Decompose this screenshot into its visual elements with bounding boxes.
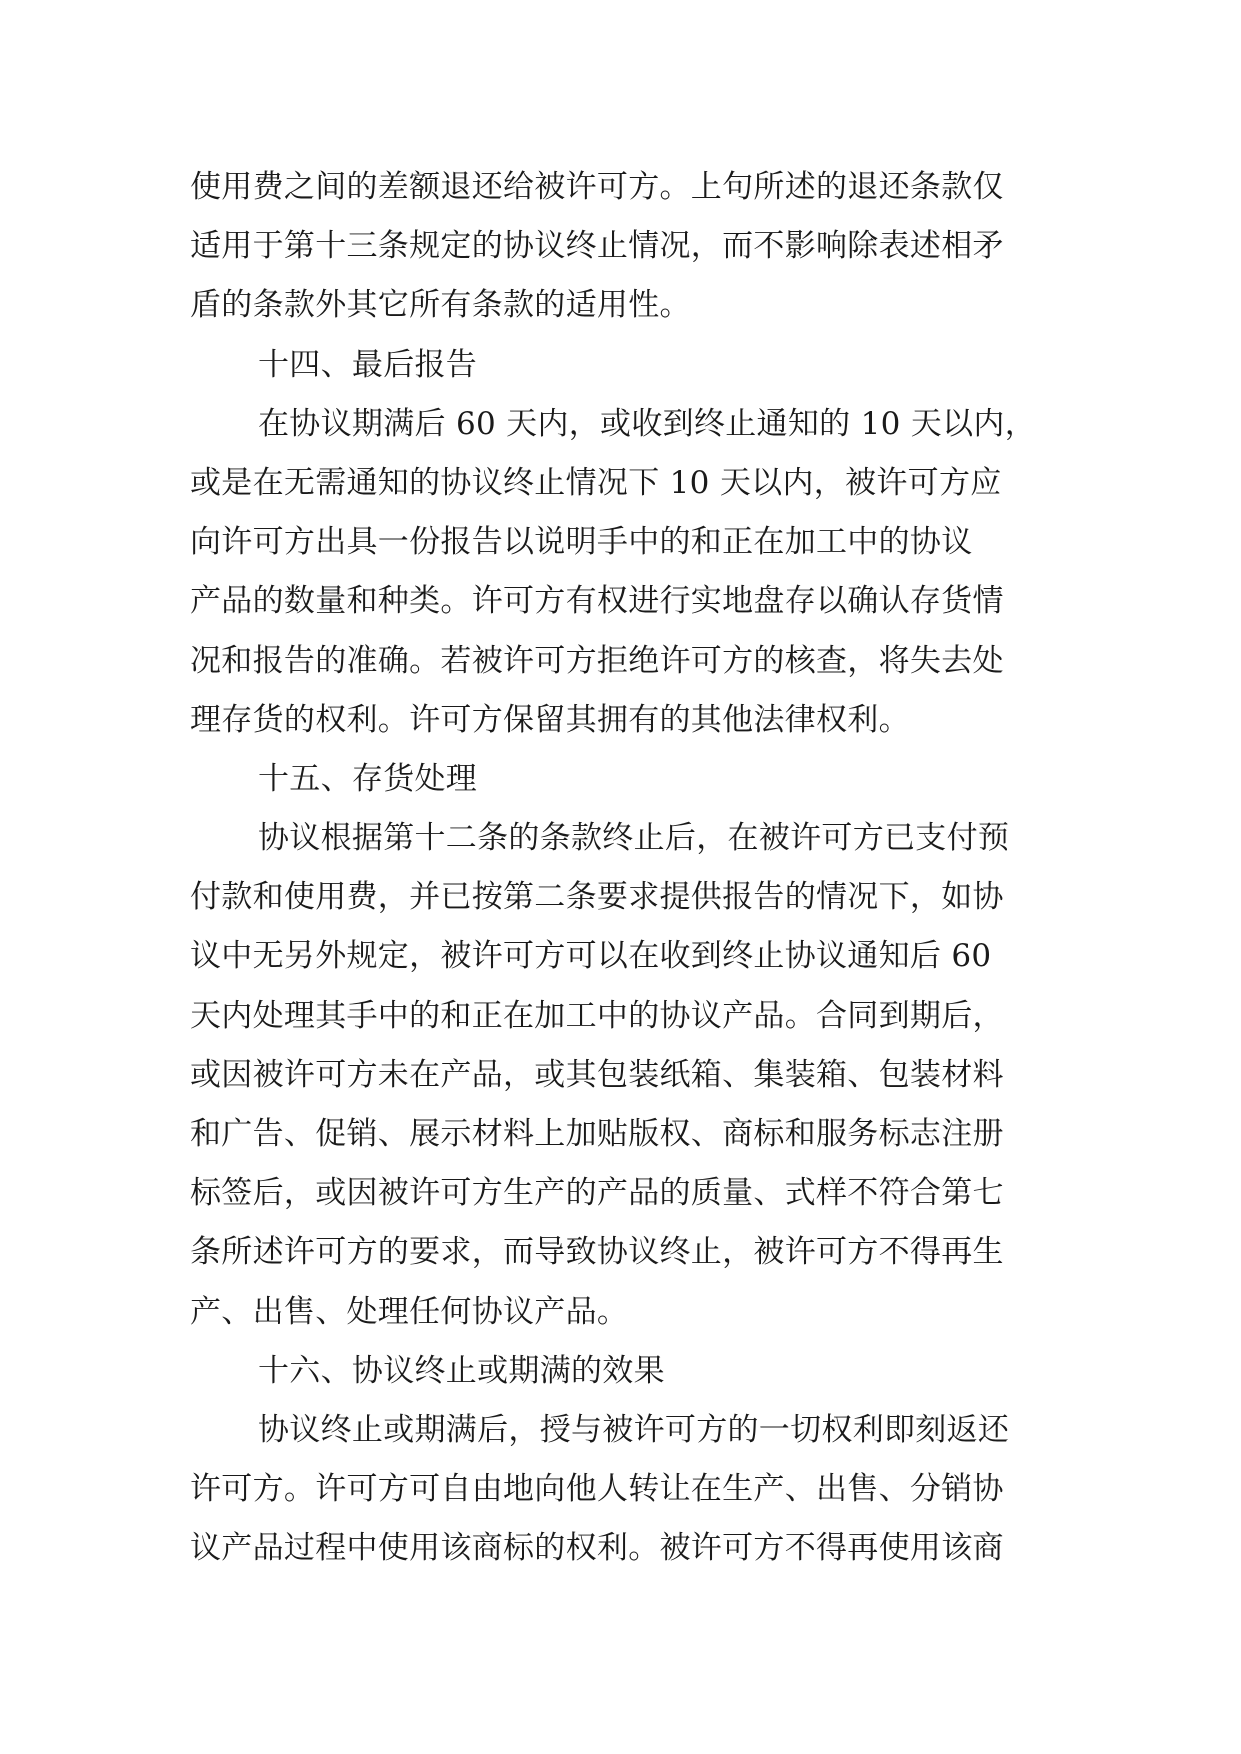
document-body bbox=[190, 158, 1060, 1579]
body-line: 使用费之间的差额退还给被许可方。上句所述的退还条款仅 bbox=[190, 169, 1004, 205]
body-line: 向许可方出具一份报告以说明手中的和正在加工中的协议 bbox=[190, 524, 973, 561]
body-line: 况和报告的准确。若被许可方拒绝许可方的核查，将失去处 bbox=[190, 642, 1004, 679]
body-line: 议中无另外规定，被许可方可以在收到终止协议通知后 60 bbox=[190, 938, 992, 975]
body-line: 产、出售、处理任何协议产品。 bbox=[190, 1293, 629, 1330]
body-line: 或因被许可方未在产品，或其包装纸箱、集装箱、包装材料 bbox=[190, 1056, 1004, 1093]
body-line: 标签后，或因被许可方生产的产品的质量、式样不符合第七 bbox=[190, 1175, 1004, 1212]
section-heading: 十五、存货处理 bbox=[258, 760, 478, 797]
body-line: 许可方。许可方可自由地向他人转让在生产、出售、分销协 bbox=[190, 1471, 1004, 1508]
paragraph-first-line: 协议终止或期满后，授与被许可方的一切权利即刻返还 bbox=[258, 1411, 1010, 1448]
body-line: 议产品过程中使用该商标的权利。被许可方不得再使用该商 bbox=[190, 1530, 1004, 1567]
paragraph-first-line: 在协议期满后 60 天内，或收到终止通知的 10 天以内， bbox=[258, 405, 1037, 442]
body-line: 理存货的权利。许可方保留其拥有的其他法律权利。 bbox=[190, 701, 910, 738]
body-line: 产品的数量和种类。许可方有权进行实地盘存以确认存货情 bbox=[190, 583, 1004, 620]
section-heading: 十四、最后报告 bbox=[258, 346, 478, 383]
body-line: 或是在无需通知的协议终止情况下 10 天以内，被许可方应 bbox=[190, 464, 1002, 501]
body-line: 付款和使用费，并已按第二条要求提供报告的情况下，如协 bbox=[190, 879, 1004, 916]
body-line: 适用于第十三条规定的协议终止情况，而不影响除表述相矛 bbox=[190, 228, 1004, 265]
paragraph-first-line: 协议根据第十二条的条款终止后，在被许可方已支付预 bbox=[258, 820, 1010, 857]
body-line: 和广告、促销、展示材料上加贴版权、商标和服务标志注册 bbox=[190, 1116, 1004, 1152]
body-line: 天内处理其手中的和正在加工中的协议产品。合同到期后， bbox=[190, 997, 1004, 1034]
section-heading: 十六、协议终止或期满的效果 bbox=[258, 1352, 665, 1389]
body-line: 盾的条款外其它所有条款的适用性。 bbox=[190, 287, 691, 324]
body-line: 条所述许可方的要求，而导致协议终止，被许可方不得再生 bbox=[190, 1234, 1004, 1271]
